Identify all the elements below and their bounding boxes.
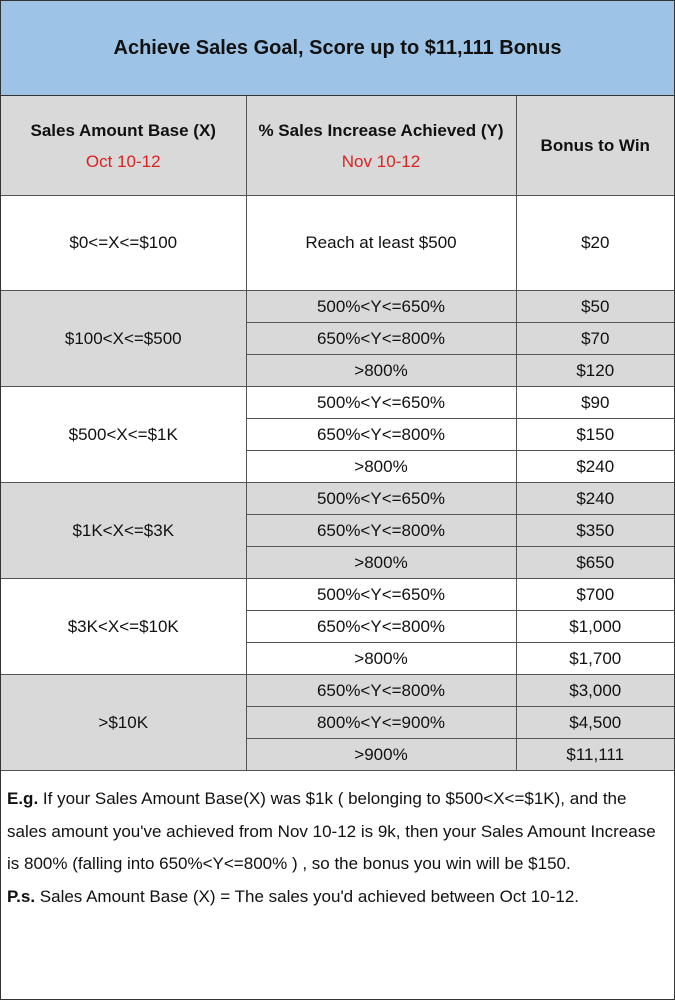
header-sales-base <box>1 96 246 196</box>
table-row <box>1 675 674 707</box>
bonus-cell: $11,111 <box>516 739 674 771</box>
table-row <box>1 196 674 291</box>
header-sales-increase-date: Nov 10-12 <box>341 151 421 171</box>
sales-increase-cell: 500%<Y<=650% <box>246 291 516 323</box>
sales-base-cell: $1K<X<=$3K <box>1 483 246 579</box>
bonus-cell: $150 <box>516 419 674 451</box>
sales-base-cell: $500<X<=$1K <box>1 387 246 483</box>
table-row <box>1 291 674 323</box>
sales-increase-cell: >900% <box>246 739 516 771</box>
header-row <box>1 96 674 196</box>
header-sales-increase-label: % Sales Increase Achieved (Y) <box>258 120 504 140</box>
header-sales-base-label: Sales Amount Base (X) <box>30 120 216 140</box>
sales-increase-cell: >800% <box>246 355 516 387</box>
header-bonus: Bonus to Win <box>516 96 674 196</box>
sales-base-cell: >$10K <box>1 675 246 771</box>
sales-increase-cell: 500%<Y<=650% <box>246 483 516 515</box>
bonus-cell: $3,000 <box>516 675 674 707</box>
ps-text: Sales Amount Base (X) = The sales you'd achieved between Oct 10-12. <box>35 886 580 906</box>
example-label: E.g. <box>7 789 39 808</box>
sales-increase-cell: 800%<Y<=900% <box>246 707 516 739</box>
sales-increase-cell: Reach at least $500 <box>246 196 516 291</box>
bonus-cell: $650 <box>516 547 674 579</box>
bonus-cell: $700 <box>516 579 674 611</box>
sales-increase-cell: 650%<Y<=800% <box>246 515 516 547</box>
sales-increase-cell: 500%<Y<=650% <box>246 387 516 419</box>
bonus-cell: $1,000 <box>516 611 674 643</box>
sales-increase-cell: >800% <box>246 547 516 579</box>
bonus-cell: $120 <box>516 355 674 387</box>
bonus-cell: $20 <box>516 196 674 291</box>
bonus-table <box>1 96 674 771</box>
sales-increase-cell: 650%<Y<=800% <box>246 323 516 355</box>
sales-increase-cell: 650%<Y<=800% <box>246 611 516 643</box>
sales-base-cell: $3K<X<=$10K <box>1 579 246 675</box>
bonus-cell: $1,700 <box>516 643 674 675</box>
bonus-cell: $70 <box>516 323 674 355</box>
bonus-cell: $4,500 <box>516 707 674 739</box>
bonus-cell: $240 <box>516 483 674 515</box>
sales-increase-cell: 650%<Y<=800% <box>246 675 516 707</box>
table-row <box>1 483 674 515</box>
sales-base-cell: $100<X<=$500 <box>1 291 246 387</box>
ps-label: P.s. <box>7 886 36 906</box>
bonus-cell: $240 <box>516 451 674 483</box>
page-title: Achieve Sales Goal, Score up to $11,111 Bonus <box>1 1 674 96</box>
ps-note <box>7 881 668 914</box>
header-sales-base-date: Oct 10-12 <box>85 151 161 171</box>
table-row <box>1 579 674 611</box>
bonus-cell: $50 <box>516 291 674 323</box>
sales-increase-cell: >800% <box>246 643 516 675</box>
sales-increase-cell: 650%<Y<=800% <box>246 419 516 451</box>
example-note <box>7 783 668 881</box>
sales-base-cell: $0<=X<=$100 <box>1 196 246 291</box>
bonus-cell: $350 <box>516 515 674 547</box>
table-row <box>1 387 674 419</box>
header-sales-increase <box>246 96 516 196</box>
sales-increase-cell: >800% <box>246 451 516 483</box>
example-text: If your Sales Amount Base(X) was $1k ( belonging to $500<X<=$1K), and the sales amount you've achieved from Nov 10-12 is 9k, then your Sales Amount Increase is 800% (falling into 650%<Y<=800% ) , so the bonus you win will be $150. <box>7 789 656 873</box>
sales-increase-cell: 500%<Y<=650% <box>246 579 516 611</box>
notes <box>1 771 674 913</box>
bonus-cell: $90 <box>516 387 674 419</box>
